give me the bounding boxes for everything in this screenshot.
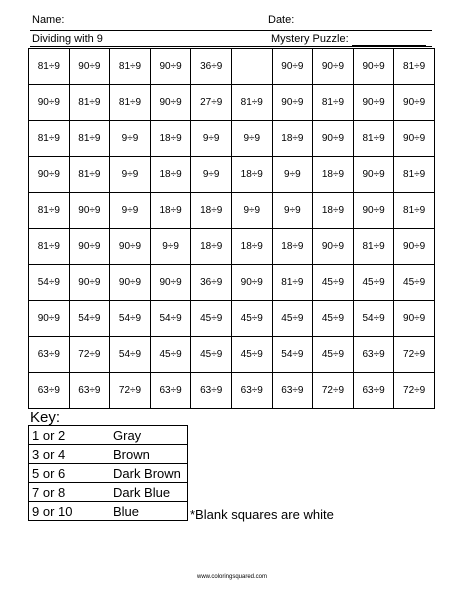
grid-cell[interactable]: 54÷9: [272, 337, 313, 373]
grid-cell[interactable]: 45÷9: [191, 301, 232, 337]
grid-cell[interactable]: 81÷9: [353, 121, 394, 157]
grid-cell[interactable]: 90÷9: [313, 229, 354, 265]
header-rule-bottom: [30, 46, 432, 47]
grid-cell[interactable]: 63÷9: [29, 373, 70, 409]
grid-cell[interactable]: 81÷9: [69, 157, 110, 193]
grid-cell[interactable]: 45÷9: [353, 265, 394, 301]
key-color: Gray: [110, 426, 188, 445]
grid-cell[interactable]: 90÷9: [29, 157, 70, 193]
grid-cell[interactable]: 81÷9: [69, 121, 110, 157]
key-row: [29, 445, 188, 464]
grid-row: [29, 301, 435, 337]
color-key-table: [28, 425, 188, 521]
grid-row: [29, 157, 435, 193]
grid-row: [29, 229, 435, 265]
grid-row: [29, 85, 435, 121]
key-color: Brown: [110, 445, 188, 464]
grid-cell[interactable]: 81÷9: [110, 85, 151, 121]
grid-cell[interactable]: 90÷9: [394, 229, 435, 265]
grid-cell[interactable]: 45÷9: [313, 265, 354, 301]
key-range: 5 or 6: [29, 464, 111, 483]
grid-cell[interactable]: 81÷9: [394, 157, 435, 193]
grid-row: [29, 121, 435, 157]
grid-cell[interactable]: 90÷9: [394, 121, 435, 157]
grid-cell[interactable]: 36÷9: [191, 265, 232, 301]
key-range: 9 or 10: [29, 502, 111, 521]
key-range: 7 or 8: [29, 483, 111, 502]
grid-cell[interactable]: 18÷9: [272, 229, 313, 265]
grid-cell[interactable]: 90÷9: [394, 85, 435, 121]
grid-cell[interactable]: 90÷9: [69, 265, 110, 301]
grid-cell[interactable]: 90÷9: [353, 157, 394, 193]
grid-cell[interactable]: 90÷9: [110, 265, 151, 301]
grid-cell[interactable]: 81÷9: [29, 229, 70, 265]
grid-cell[interactable]: 18÷9: [191, 229, 232, 265]
grid-cell[interactable]: 18÷9: [191, 193, 232, 229]
grid-cell[interactable]: 18÷9: [272, 121, 313, 157]
grid-cell[interactable]: 45÷9: [191, 337, 232, 373]
grid-cell[interactable]: 90÷9: [272, 49, 313, 85]
grid-cell[interactable]: 90÷9: [29, 301, 70, 337]
grid-cell[interactable]: 63÷9: [29, 337, 70, 373]
grid-row: [29, 337, 435, 373]
grid-cell[interactable]: 72÷9: [394, 373, 435, 409]
grid-cell[interactable]: 45÷9: [150, 337, 191, 373]
grid-cell[interactable]: 90÷9: [313, 49, 354, 85]
grid-cell[interactable]: 18÷9: [150, 121, 191, 157]
grid-cell[interactable]: 90÷9: [313, 121, 354, 157]
grid-cell[interactable]: 9÷9: [231, 121, 272, 157]
grid-cell[interactable]: 81÷9: [394, 49, 435, 85]
division-grid: [28, 48, 435, 409]
key-row: [29, 483, 188, 502]
grid-cell[interactable]: 63÷9: [231, 373, 272, 409]
mystery-puzzle-answer-line[interactable]: [352, 45, 426, 46]
grid-cell[interactable]: 45÷9: [394, 265, 435, 301]
grid-cell[interactable]: 90÷9: [69, 229, 110, 265]
grid-cell[interactable]: 18÷9: [231, 157, 272, 193]
mystery-puzzle-label: Mystery Puzzle:: [271, 33, 349, 45]
grid-cell[interactable]: 63÷9: [150, 373, 191, 409]
grid-cell[interactable]: 9÷9: [231, 193, 272, 229]
grid-cell[interactable]: 9÷9: [110, 157, 151, 193]
key-row: [29, 426, 188, 445]
grid-cell[interactable]: 9÷9: [110, 193, 151, 229]
grid-cell[interactable]: 90÷9: [29, 85, 70, 121]
grid-cell[interactable]: 63÷9: [353, 337, 394, 373]
grid-cell[interactable]: 81÷9: [29, 49, 70, 85]
grid-cell[interactable]: 81÷9: [394, 193, 435, 229]
grid-cell[interactable]: 27÷9: [191, 85, 232, 121]
key-row: [29, 464, 188, 483]
grid-cell[interactable]: 54÷9: [29, 265, 70, 301]
grid-cell[interactable]: 9÷9: [150, 229, 191, 265]
grid-cell[interactable]: 45÷9: [231, 301, 272, 337]
date-label: Date:: [268, 14, 295, 26]
grid-cell[interactable]: 63÷9: [69, 373, 110, 409]
grid-cell[interactable]: 18÷9: [150, 157, 191, 193]
grid-cell[interactable]: 18÷9: [313, 193, 354, 229]
grid-cell[interactable]: 63÷9: [272, 373, 313, 409]
grid-cell[interactable]: 81÷9: [231, 85, 272, 121]
grid-cell[interactable]: 90÷9: [353, 193, 394, 229]
key-range: 1 or 2: [29, 426, 111, 445]
grid-row: [29, 193, 435, 229]
grid-cell[interactable]: 90÷9: [69, 193, 110, 229]
grid-cell[interactable]: 81÷9: [353, 229, 394, 265]
grid-row: [29, 49, 435, 85]
grid-cell[interactable]: 54÷9: [353, 301, 394, 337]
worksheet-subtitle: Dividing with 9: [32, 33, 103, 45]
grid-cell[interactable]: 9÷9: [191, 157, 232, 193]
grid-cell[interactable]: 18÷9: [150, 193, 191, 229]
name-label: Name:: [32, 14, 65, 26]
grid-cell[interactable]: 90÷9: [150, 85, 191, 121]
grid-cell[interactable]: 63÷9: [191, 373, 232, 409]
grid-cell[interactable]: 9÷9: [272, 193, 313, 229]
grid-cell[interactable]: 90÷9: [272, 85, 313, 121]
grid-cell[interactable]: 36÷9: [191, 49, 232, 85]
grid-cell[interactable]: 81÷9: [313, 85, 354, 121]
grid-cell[interactable]: 54÷9: [110, 301, 151, 337]
key-title: Key:: [30, 409, 61, 426]
grid-cell[interactable]: 72÷9: [110, 373, 151, 409]
blank-squares-note: *Blank squares are white: [190, 507, 334, 522]
grid-cell[interactable]: 45÷9: [313, 301, 354, 337]
grid-cell[interactable]: 90÷9: [231, 265, 272, 301]
grid-cell[interactable]: 45÷9: [231, 337, 272, 373]
grid-row: [29, 373, 435, 409]
grid-cell[interactable]: 90÷9: [150, 265, 191, 301]
grid-cell[interactable]: 18÷9: [231, 229, 272, 265]
grid-cell[interactable]: 90÷9: [353, 85, 394, 121]
grid-cell[interactable]: 90÷9: [69, 49, 110, 85]
grid-cell[interactable]: 72÷9: [394, 337, 435, 373]
grid-cell[interactable]: 81÷9: [29, 193, 70, 229]
key-row: [29, 502, 188, 521]
grid-cell[interactable]: 9÷9: [191, 121, 232, 157]
grid-cell[interactable]: 81÷9: [110, 49, 151, 85]
grid-cell[interactable]: 72÷9: [69, 337, 110, 373]
grid-cell[interactable]: 90÷9: [110, 229, 151, 265]
grid-cell[interactable]: [231, 49, 272, 85]
grid-cell[interactable]: 9÷9: [110, 121, 151, 157]
key-color: Dark Brown: [110, 464, 188, 483]
grid-cell[interactable]: 81÷9: [69, 85, 110, 121]
key-color: Blue: [110, 502, 188, 521]
grid-cell[interactable]: 54÷9: [110, 337, 151, 373]
header-rule-top: [30, 30, 432, 31]
footer-url: www.coloringsquared.com: [196, 574, 268, 580]
grid-cell[interactable]: 54÷9: [150, 301, 191, 337]
grid-cell[interactable]: 54÷9: [69, 301, 110, 337]
grid-cell[interactable]: 81÷9: [29, 121, 70, 157]
grid-cell[interactable]: 90÷9: [353, 49, 394, 85]
grid-cell[interactable]: 45÷9: [272, 301, 313, 337]
grid-cell[interactable]: 9÷9: [272, 157, 313, 193]
grid-cell[interactable]: 45÷9: [313, 337, 354, 373]
grid-row: [29, 265, 435, 301]
grid-cell[interactable]: 81÷9: [272, 265, 313, 301]
grid-cell[interactable]: 90÷9: [150, 49, 191, 85]
grid-cell[interactable]: 18÷9: [313, 157, 354, 193]
grid-cell[interactable]: 72÷9: [313, 373, 354, 409]
key-color: Dark Blue: [110, 483, 188, 502]
grid-cell[interactable]: 63÷9: [353, 373, 394, 409]
grid-cell[interactable]: 90÷9: [394, 301, 435, 337]
key-range: 3 or 4: [29, 445, 111, 464]
